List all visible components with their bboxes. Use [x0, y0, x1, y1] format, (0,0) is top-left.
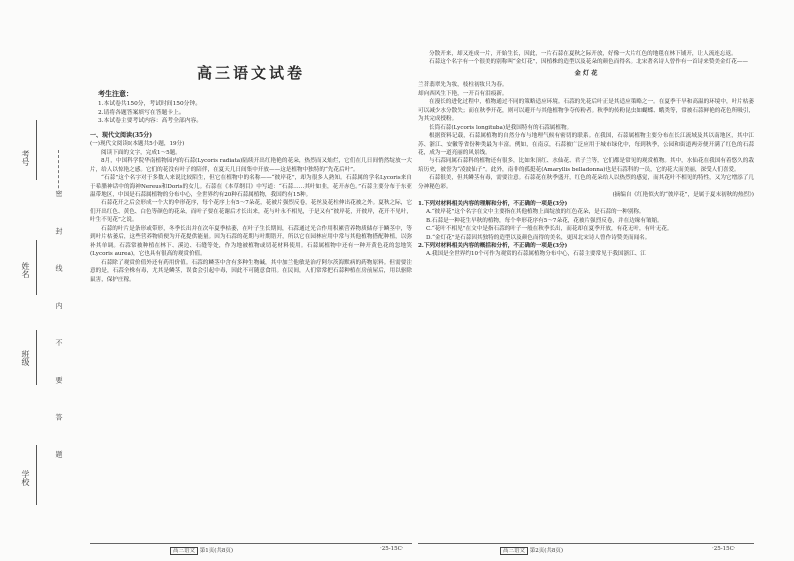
note-item: 3.本试卷主要考试内容：高考全部内容。: [98, 118, 203, 125]
passage-paragraph: 8月，中国科学院华南植物园内的石蒜(Lycoris radiata)陆续开出红艳艳的花朵，热烈而又灿烂，它们在几日间悄然绽放一大片，给人以惊艳之感。它们的花没有叶子的陪伴，在夏天几日间集中开放——这是植物中独特的“先花后叶”。: [90, 158, 412, 173]
footer-right: [500, 546, 563, 554]
margin-label-class: 班级: [21, 350, 30, 366]
section-heading: 一、现代文阅读(35分): [90, 131, 153, 139]
footer-rule-left: [90, 543, 412, 544]
passage-paragraph: 根据资料记载，石蒜属植物的自然分布与地理气候有密切的联系。在我国，石蒜属植物主要分布在长江流域及其以南地区，其中江苏、浙江、安徽等省份种类最为丰富。例如，在南京，石蒜被广泛应用于城市绿化中，每到秋季，公园和街道两旁便开满了红色的石蒜花，成为一道亮丽的风景线。: [418, 133, 754, 156]
question-option: A.“彼岸花”这个名字在文中主要指在其他植物上面绽放的红色花朵，是石蒜的一种别称。: [426, 209, 645, 216]
margin-label-name: 姓名: [21, 262, 30, 278]
footer-subject-tag: 高三语文: [500, 547, 528, 555]
notes-heading: 考生注意：: [98, 89, 133, 98]
passage-paragraph: 石蒜的叶片是条形或带形，冬季长出并在次年夏季枯萎，在叶子生长期间，石蒜通过光合作用积累营养物质储存于鳞茎中，等到叶片枯萎后，这些营养物质便为开花提供能量。因为石蒜的花期与叶期错开，所以它在园林应用中常与其他植物搭配种植，以弥补其单调。石蒜常被种植在林下、溪边、石缝等处，作为地被植物或切花材料使用。石蒜属植物中还有一种开黄色花的忽地笑(Lycoris aurea)，它也具有很高的观赏价值。: [90, 225, 412, 258]
question-2: 2.下列对材料相关内容的概括和分析，不正确的一项是(3分): [418, 242, 568, 249]
margin-label-exam-number: 考号: [21, 150, 30, 166]
passage-paragraph: 石蒜除了观赏价值外还有药用价值。石蒜的鳞茎中含有多种生物碱，其中加兰他敏是治疗阿尔茨海默病的药物原料。但需要注意的是，石蒜全株有毒，尤其是鳞茎，误食会引起中毒，因此不可随意食用。在民间，人们常常把石蒜种植在房前屋后，用以驱除鼠害，保护庄稼。: [90, 259, 412, 283]
poem-line: 却向西风生下艳，一开百有泪痕新。: [418, 90, 508, 97]
footer-page-number: 第1页(共8页): [199, 548, 234, 554]
name-line: [36, 240, 37, 295]
passage-paragraph: 与石蒜同属石蒜科的植物还有很多，比如朱顶红、水仙花、君子兰等，它们都是常见的观赏植物。其中，水仙花在我国有着悠久的栽培历史，被誉为“凌波仙子”。此外，南非的孤挺花(Amaryllis belladonna)也是石蒜科的一员，它的花大而美丽，深受人们喜爱。: [418, 158, 754, 173]
subsection-heading: (一)现代文阅读Ⅰ(本题共5小题，19分): [90, 141, 185, 148]
footer-rule-right: [418, 543, 754, 544]
margin-label-school: 学校: [21, 470, 30, 486]
passage-paragraph: 长筒石蒜(Lycoris longituba)是我国特有的石蒜属植物。: [429, 124, 573, 131]
note-item: 1.本试卷共150分，考试时间150分钟。: [98, 101, 202, 108]
exam-notes: [90, 90, 412, 126]
reading-instruction: 阅读下面的文字，完成1～5题。: [101, 149, 181, 156]
footer-left-code: ·25-15C·: [380, 546, 404, 552]
school-line: [36, 445, 37, 505]
poem-line: 兰苕翡翠先为妆，枝柱初妆只为春。: [418, 82, 508, 89]
binding-margin: [0, 0, 74, 561]
passage-paragraph: “石蒜”这个名字对于多数人来说比较陌生，但它在植物中的名称——“彼岸花”，却为很多人熟知。石蒜属的学名Lycoris来自于希腊神话中的海神Nereus和Doris的女儿。石蒜在《本草纲目》中写道：“石蒜……其叶如韭，花开赤色。”石蒜主要分布于东亚温带地区，中国是石蒜属植物的分布中心，全世界约有20种石蒜属植物，我国约有15种。: [90, 175, 412, 198]
question-option: B.石蒜是一种花生早秋的植物，每个伞形花序有5～7朵花，花被片强烈反卷，并在边缘有皱缩。: [426, 217, 663, 224]
poem-title: 金 灯 花: [574, 69, 598, 77]
source-note: (摘编自《红艳似火的“彼岸花”，是属于夏末初秋的热烈》): [612, 192, 754, 199]
footer-page-number: 第2页(共8页): [529, 548, 564, 554]
question-option: D.“金灯花”是石蒜因其独特的造型以及颜色而得的美名，更因北宋诗人曾作诗赞美而闻名。: [426, 234, 651, 241]
passage-paragraph: 石蒜很美，但其鳞茎有毒，需要注意。石蒜花在秋季盛开，红色的花朵给人以热烈的感觉，而其花叶不相见的特性，又为它增添了几分神秘色彩。: [418, 175, 754, 190]
class-line: [36, 330, 37, 385]
footer-subject-tag: 高三语文: [170, 547, 198, 555]
passage-paragraph: 在漫长的进化过程中，植物通过不同的策略适应环境。石蒜的先花后叶正是其适应策略之一。在夏季干旱和高温的环境中，叶片枯萎可以减少水分散失；而在秋季开花，则可以避开与其他植物争夺传粉者。秋季的传粉昆虫如蝴蝶、蛾类等，常被石蒜鲜艳的花色所吸引，为其完成授粉。: [418, 99, 754, 123]
question-option: A.我国是全世界约10个可作为观赏的石蒜属植物分布中心，石蒜主要常见于我国浙江、江: [426, 251, 646, 258]
seal-warning-text: 密 封 线 内 不 要 答 题: [52, 190, 64, 472]
note-item: 2.请将各题答案填写在答题卡上。: [98, 109, 185, 116]
footer-left: [170, 546, 233, 554]
exam-number-line: [36, 120, 37, 180]
passage-paragraph: 分散开来，却又连成一片，开始生长，因此，一片石蒜在夏秋之际开放，好像一大片红色的地毯在林下铺开，让人流连忘返。: [429, 51, 737, 57]
question-option: C.“花叶不相见”在文中是指石蒜的叶子一般在秋季长出，而花却在夏季开放，有花无叶，有叶无花。: [426, 226, 673, 233]
passage-paragraph: 石蒜这个名字有一个很美的别称叫“金灯花”，因植株的造型以及花朵的颜色而得名。北宋著名诗人曾作有一首诗来赞美金灯花——: [429, 59, 748, 66]
question-1: 1.下列对材料相关内容的理解和分析，不正确的一项是(3分): [418, 200, 568, 207]
footer-right-code: ·25-15C·: [712, 546, 736, 552]
right-column: [418, 50, 754, 259]
page-title: 高三语文试卷: [196, 64, 305, 82]
passage-paragraph: 石蒜花开之后会形成一个大的伞形花序，每个花序上有5～7朵花，花被片强烈反卷，花丝及花柱伸出花被之外。夏秋之际，它们开出红色、黄色、白色等颜色的花朵，而叶子要在花谢后才长出来，花与叶永不相见，于是又有“彼岸花，开彼岸，花开不见叶，叶生不见花”之说。: [90, 200, 412, 224]
left-column: [90, 50, 412, 284]
